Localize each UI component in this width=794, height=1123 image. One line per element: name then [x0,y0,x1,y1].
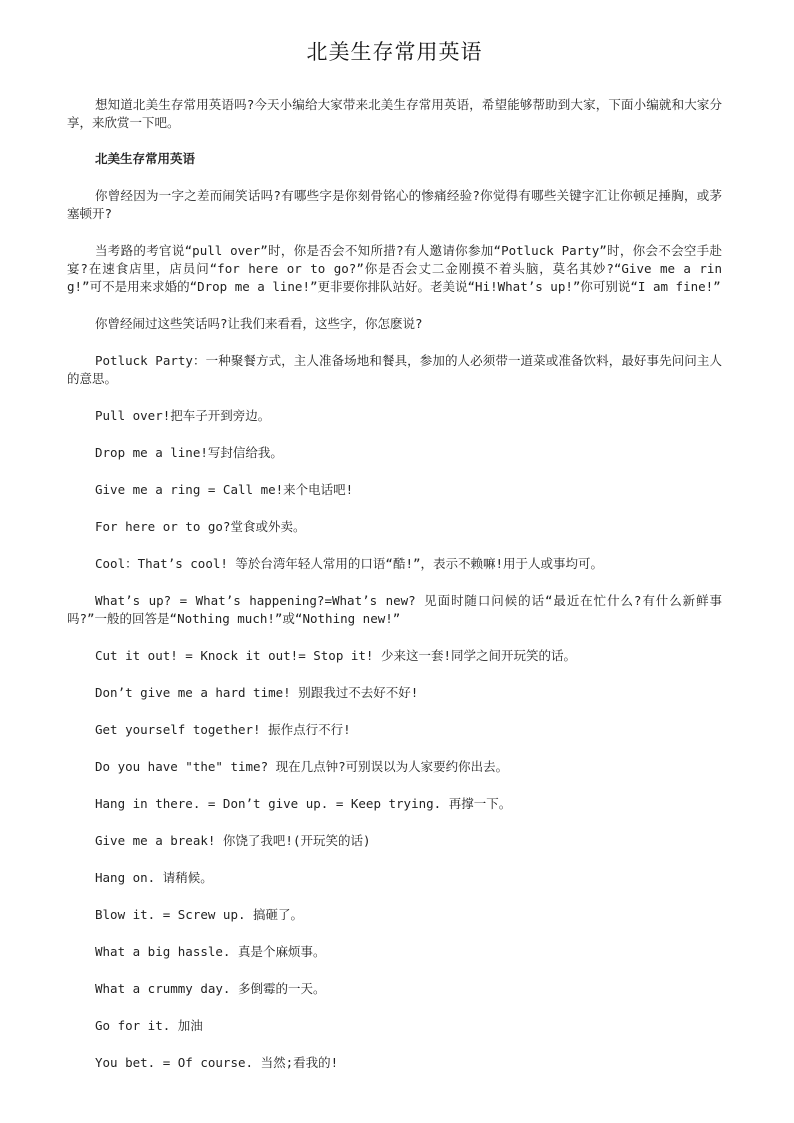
phrase-item: Don’t give me a hard time! 别跟我过不去好不好! [95,685,419,700]
phrase-item: What’s up? = What’s happening?=What’s new? 见面时随口问候的话“最近在忙什么?有什么新鲜事吗?”一般的回答是“Nothing much!”或“Nothing new!” [67,593,722,626]
phrase-item: Go for it. 加油 [95,1018,203,1033]
phrase-item: Get yourself together! 振作点行不行! [95,722,351,737]
phrase-item: Give me a ring = Call me!来个电话吧! [95,482,354,497]
body-paragraph: Potluck Party：一种聚餐方式，主人准备场地和餐具，参加的人必须带一道菜或准备饮料，最好事先问问主人的意思。 [67,353,722,386]
phrase-item: Do you have "the" time? 现在几点钟?可别误以为人家要约你出去。 [95,759,509,774]
intro-paragraph: 想知道北美生存常用英语吗?今天小编给大家带来北美生存常用英语，希望能够帮助到大家，下面小编就和大家分享，来欣赏一下吧。 [67,97,722,130]
phrase-item: What a big hassle. 真是个麻烦事。 [95,944,326,959]
body-paragraph: 当考路的考官说“pull over”时，你是否会不知所措?有人邀请你参加“Potluck Party”时，你会不会空手赴宴?在速食店里，店员问“for here or to go?”你是否会丈二金刚摸不着头脑，莫名其妙?“Give me a ring!”可不是用来求婚的“Drop me a line!”更非要你排队站好。老美说“Hi!What’s up!”你可别说“I am fine!” [67,243,722,294]
phrase-item: You bet. = Of course. 当然;看我的! [95,1055,339,1070]
phrase-item: Cool：That’s cool! 等於台湾年轻人常用的口语“酷!”，表示不赖嘛!用于人或事均可。 [95,556,604,571]
phrase-item: For here or to go?堂食或外卖。 [95,519,306,534]
body-paragraph: 你曾经因为一字之差而闹笑话吗?有哪些字是你刻骨铭心的惨痛经验?你觉得有哪些关键字汇让你顿足捶胸，或茅塞顿开? [67,188,722,221]
body-paragraph: 你曾经闹过这些笑话吗?让我们来看看，这些字，你怎麽说? [95,316,423,331]
section-heading: 北美生存常用英语 [95,151,196,166]
phrase-item: Hang on. 请稍候。 [95,870,213,885]
document-title: 北美生存常用英语 [306,40,483,64]
phrase-item: What a crummy day. 多倒霉的一天。 [95,981,326,996]
phrase-item: Give me a break! 你饶了我吧!(开玩笑的话) [95,833,371,848]
phrase-item: Pull over!把车子开到旁边。 [95,408,271,423]
phrase-item: Blow it. = Screw up. 搞砸了。 [95,907,304,922]
phrase-item: Cut it out! = Knock it out!= Stop it! 少来这一套!同学之间开玩笑的话。 [95,648,577,663]
phrase-item: Hang in there. = Don’t give up. = Keep trying. 再撑一下。 [95,796,512,811]
phrase-item: Drop me a line!写封信给我。 [95,445,283,460]
